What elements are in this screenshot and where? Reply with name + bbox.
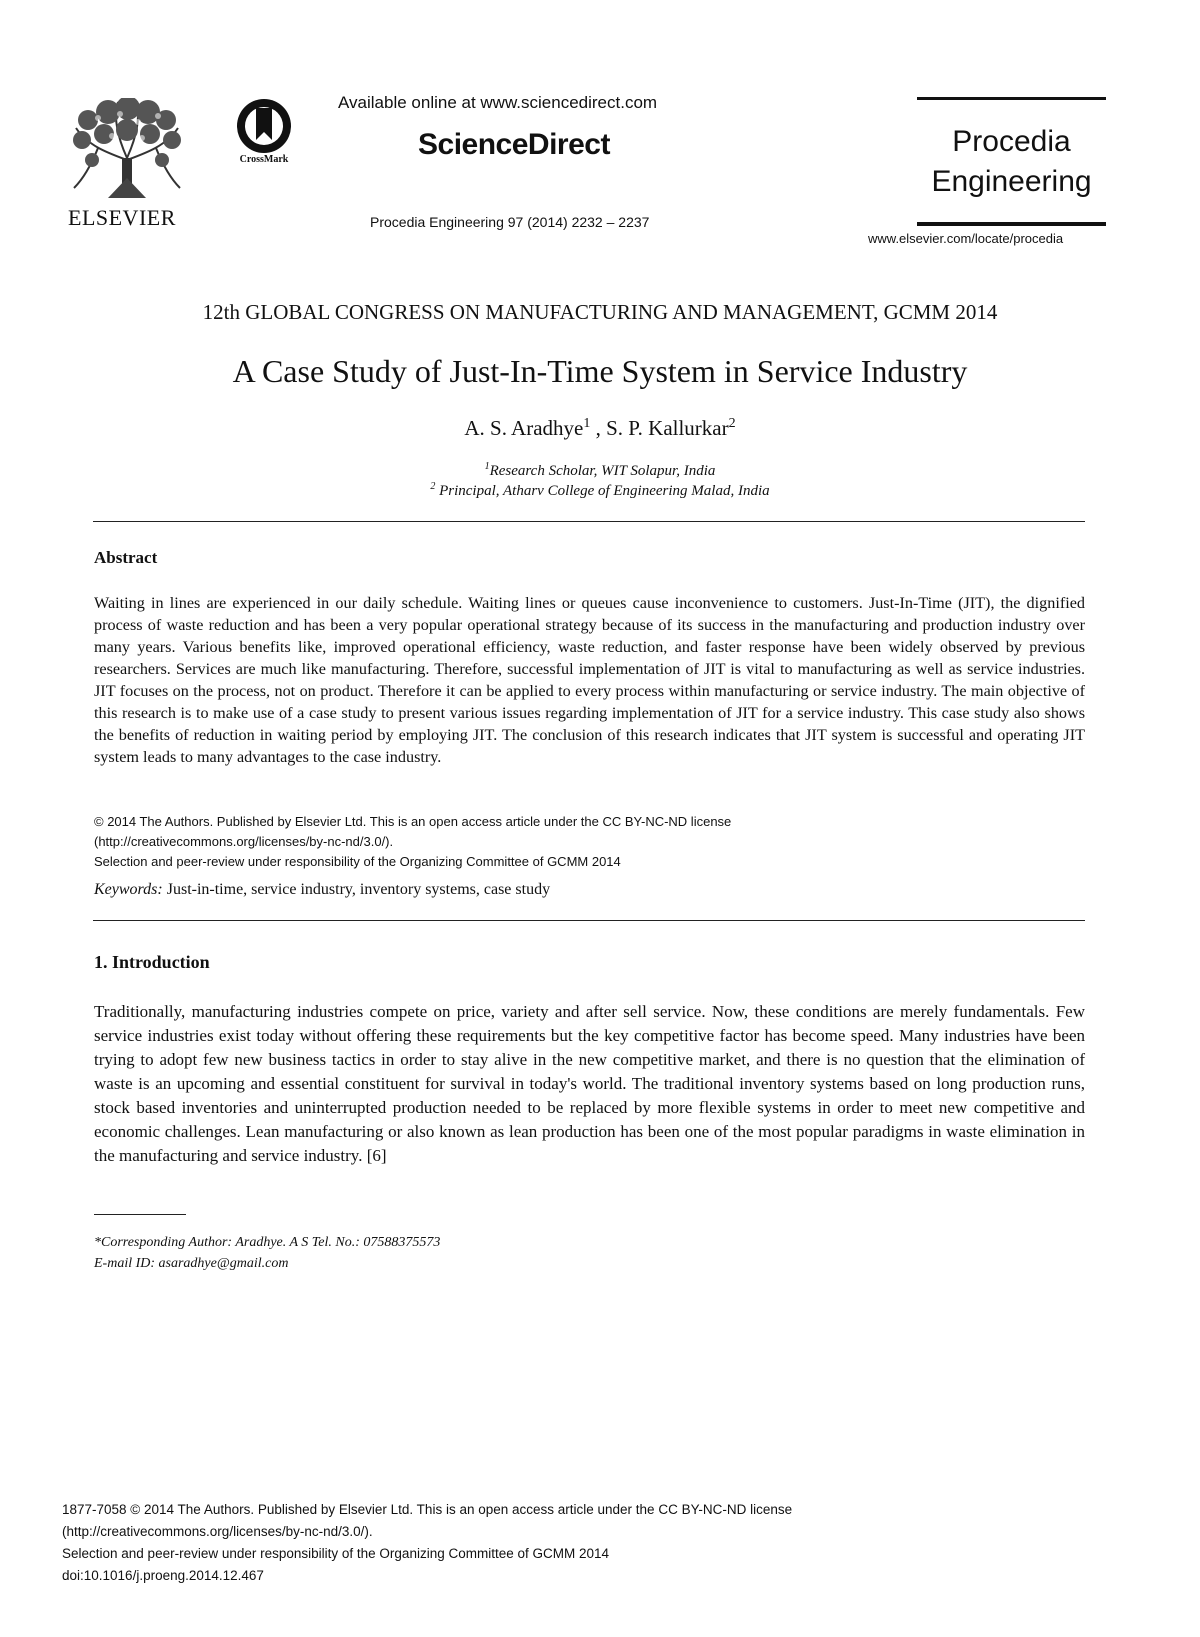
section-body: Traditionally, manufacturing industries compete on price, variety and after sell service. Now, these conditions are merely fundamentals. Few service industries exist today without offering these requirements but the key competitive factor has become speed. Many industries have been trying to adopt few new business tactics in order to stay alive in the new competitive market, and there is no question that the elimination of waste is an upcoming and essential constituent for survival in today's world. The traditional inventory systems based on long production runs, stock based inventories and uninterrupted production needed to be replaced by more flexible systems in order to meet new competitive and economic challenges. Lean manufacturing or also known as lean production has been one of the most popular paradigms in waste elimination in the manufacturing and service industry. [6] [94, 1002, 1085, 1165]
affiliation [0, 481, 1200, 500]
abstract-body: Waiting in lines are experienced in our daily schedule. Waiting lines or queues cause inconvenience to customers. Just-In-Time (JIT), the dignified process of waste reduction and has been a very popular operational strategy because of its success in the manufacturing and production industry over many years. Various benefits like, improved operational efficiency, waste reduction, and faster response have been widely observed by previous researchers. Services are much like manufacturing. Therefore, successful implementation of JIT is vital to manufacturing as well as service industries. JIT focuses on the process, not on product. Therefore it can be applied to every process within manufacturing or service industry. The main objective of this research is to make use of a case study to present various issues regarding implementation of JIT for a service industry. This case study also shows the benefits of reduction in waiting period by employing JIT. The conclusion of this research indicates that JIT system is successful and operating JIT system leads to many advantages to the case industry. [94, 594, 1085, 766]
author-name: S. P. Kallurkar [606, 416, 729, 440]
crossmark-label: CrossMark [239, 154, 289, 165]
footnote-rule [94, 1214, 186, 1215]
journal-title [917, 122, 1106, 202]
elsevier-tree-logo [68, 98, 186, 200]
author-list [0, 416, 1200, 441]
footer-peer-review: Selection and peer-review under responsibility of the Organizing Committee of GCMM 2014 [62, 1546, 610, 1561]
section-heading: 1. Introduction [94, 952, 210, 972]
journal-url-link[interactable]: www.elsevier.com/locate/procedia [868, 231, 1064, 246]
peer-review-note: Selection and peer-review under responsibility of the Organizing Committee of GCMM 2014 [94, 854, 621, 869]
author-affiliation-marker: 1 [583, 416, 591, 431]
license-link[interactable]: (http://creativecommons.org/licenses/by-nc-nd/3.0/). [94, 834, 394, 849]
conference-name: 12th GLOBAL CONGRESS ON MANUFACTURING AND MANAGEMENT, GCMM 2014 [202, 300, 998, 324]
author-email: E-mail ID: asaradhye@gmail.com [94, 1256, 289, 1271]
affiliation [0, 461, 1200, 480]
keywords-label: Keywords: [94, 881, 163, 898]
publisher-name: ELSEVIER [68, 205, 176, 230]
journal-title-line-1: Procedia [952, 125, 1071, 158]
affiliation-marker: 2 [430, 481, 436, 492]
affiliation-text: Principal, Atharv College of Engineering Malad, India [435, 483, 770, 499]
journal-title-top-rule [917, 97, 1106, 100]
abstract-heading: Abstract [94, 548, 158, 567]
paper-title: A Case Study of Just-In-Time System in Service Industry [232, 353, 968, 389]
footer-license-link[interactable]: (http://creativecommons.org/licenses/by-nc-nd/3.0/). [62, 1524, 373, 1539]
sciencedirect-wordmark[interactable]: ScienceDirect [418, 128, 610, 161]
author-separator: , [590, 416, 607, 440]
license-text: © 2014 The Authors. Published by Elsevier Ltd. This is an open access article under the CC BY-NC-ND license [94, 814, 732, 829]
author-affiliation-marker: 2 [728, 416, 736, 431]
divider [93, 521, 1085, 522]
keywords-list: Just-in-time, service industry, inventory systems, case study [162, 881, 551, 898]
page-footer [62, 1499, 1062, 1587]
journal-citation: Procedia Engineering 97 (2014) 2232 – 2237 [370, 214, 650, 230]
available-online-text[interactable]: Available online at www.sciencedirect.com [338, 93, 658, 112]
license-block [94, 812, 1085, 872]
affiliation-marker: 1 [484, 461, 490, 472]
footer-copyright: 1877-7058 © 2014 The Authors. Published by Elsevier Ltd. This is an open access article under the CC BY-NC-ND license [62, 1502, 793, 1517]
corresponding-author-note: *Corresponding Author: Aradhye. A S Tel. No.: 07588375573 [94, 1235, 441, 1250]
affiliation-text: Research Scholar, WIT Solapur, India [489, 463, 716, 479]
keywords [94, 881, 550, 899]
journal-title-bottom-rule [917, 222, 1106, 226]
divider [93, 920, 1085, 921]
author-name: A. S. Aradhye [464, 416, 584, 440]
footer-doi[interactable]: doi:10.1016/j.proeng.2014.12.467 [62, 1568, 264, 1583]
journal-title-line-2: Engineering [931, 165, 1092, 198]
